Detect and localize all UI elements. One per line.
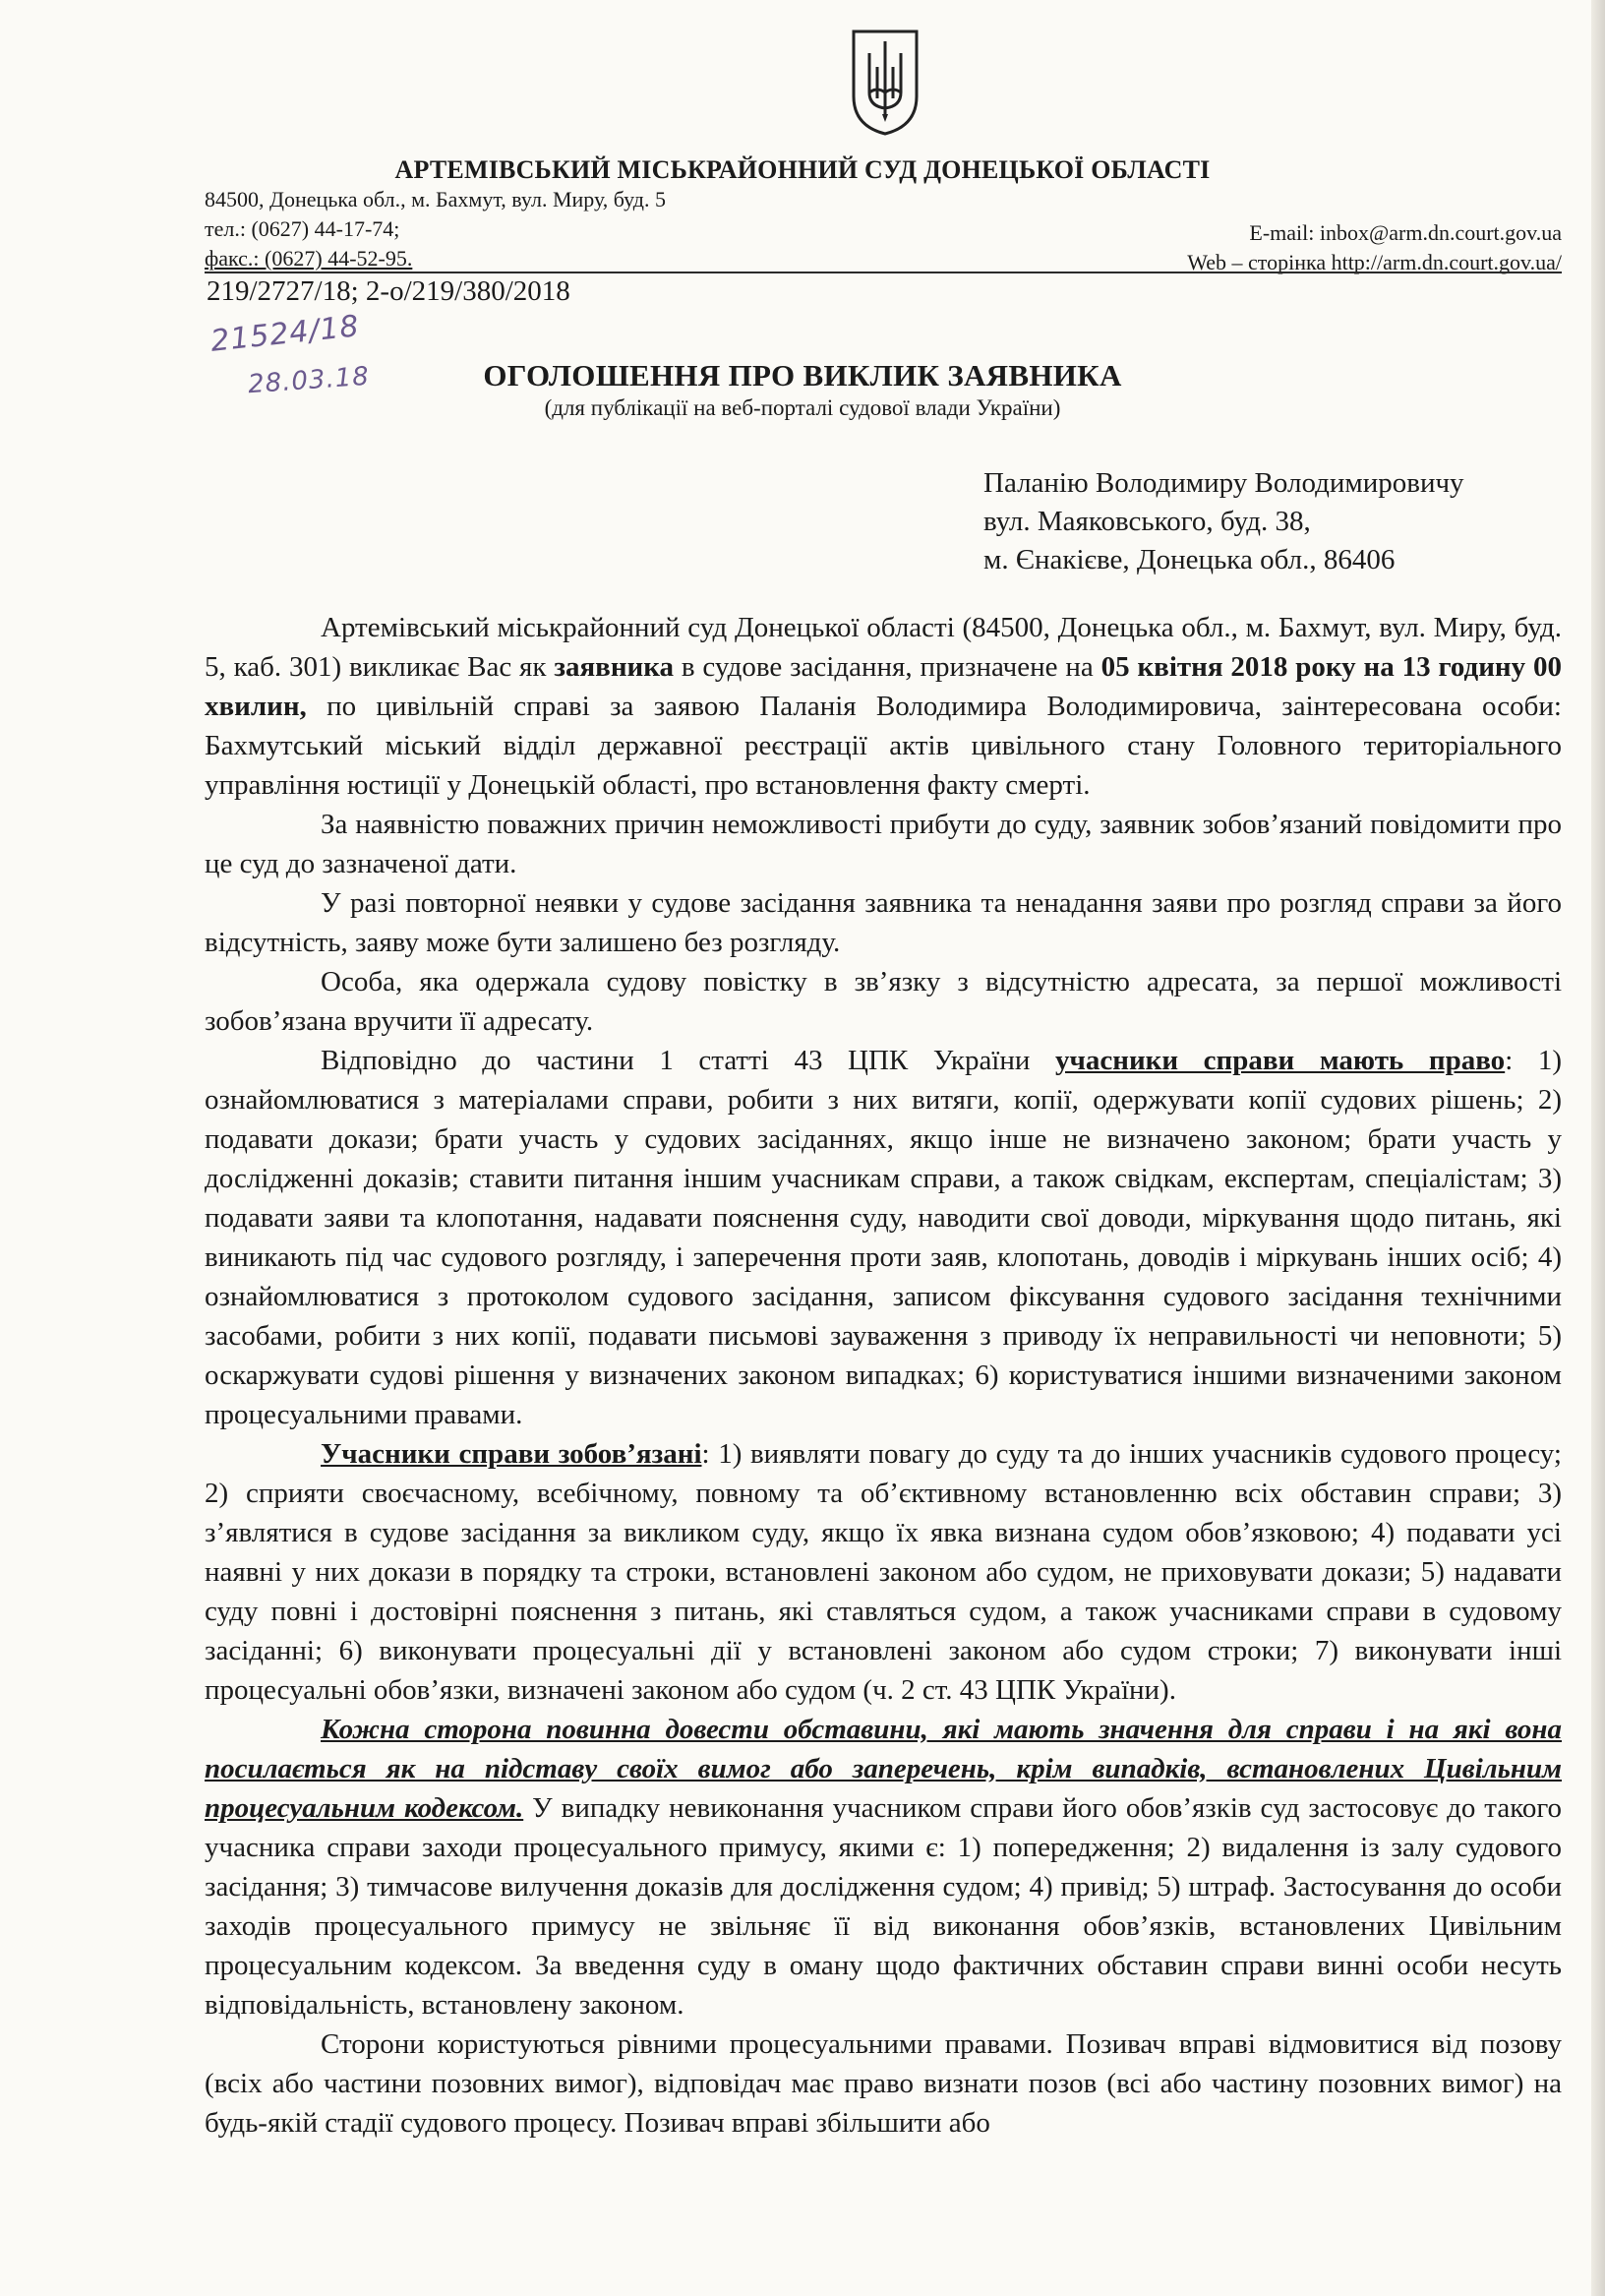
- paragraph-participant-rights: Відповідно до частини 1 статті 43 ЦПК України учасники справи мають право: 1) ознайомлюватися з матеріалами справи, робити з них витяги, копії, одержувати копії судових рішень; 2) подавати докази; брати участь у судових засіданнях, якщо інше не визначено законом; брати участь у дослідженні доказів; ставити питання іншим учасникам справи, а також свідкам, експертам, спеціалістам; 3) подавати заяви та клопотання, надавати пояснення суду, наводити свої доводи, міркування щодо питань, які виникають під час судового розгляду, і заперечення проти заяв, клопотань, доводів і міркувань інших осіб; 4) ознайомлюватися з протоколом судового засідання, записом фіксування судового засідання технічними засобами, робити з них копії, подавати письмові зауваження з приводу їх неправильності чи неповноти; 5) оскаржувати судові рішення у визначених законом випадках; 6) користуватися іншими визначеними законом процесуальними правами.: [205, 1045, 1563, 1430]
- paragraph-summons: Артемівський міськрайонний суд Донецької області (84500, Донецька обл., м. Бахмут, вул. Миру, буд. 5, каб. 301) викликає Вас як заявника в судове засідання, призначене на 05 квітня 2018 року на 13 годину 00 хвилин, по цивільній справі за заявою Паланія Володимира Володимировича, заінтересована особи: Бахмутський міський відділ державної реєстрації актів цивільного стану Головного територіального управління юстиції у Донецькій області, про встановлення факту смерті.: [205, 612, 1562, 801]
- page-edge-shadow: [1591, 0, 1605, 2296]
- recipient-block: [983, 464, 1464, 579]
- paragraph-equal-rights: Сторони користуються рівними процесуальними правами. Позивач вправі відмовитися від позову (всіх або частини позовних вимог), відповідач має право визнати позов (всі або частину позовних вимог) на будь-якій стадії судового процесу. Позивач вправі збільшити або: [205, 2028, 1562, 2139]
- handwritten-registration-number: 21524/18: [208, 309, 362, 359]
- court-online-contacts: [1187, 218, 1562, 277]
- document-subtitle: (для публікації на веб-порталі судової влади України): [544, 395, 1061, 420]
- recipient-street: вул. Маяковського, буд. 38,: [983, 506, 1311, 537]
- document-title: ОГОЛОШЕННЯ ПРО ВИКЛИК ЗАЯВНИКА: [483, 358, 1122, 393]
- paragraph-participant-duties: Учасники справи зобов’язані: 1) виявляти повагу до суду та до інших учасників судового процесу; 2) сприяти своєчасному, всебічному, повному та об’єктивному встановленню всіх обставин справи; 3) з’являтися в судове засідання за викликом суду, якщо їх явка визнана судом обов’язковою; 4) подавати усі наявні у них докази в порядку та строки, встановлені законом або судом, не приховувати докази; 5) надавати суду повні і достовірні пояснення з питань, які ставляться судом, а також учасниками справи в судовому засіданні; 6) виконувати процесуальні дії у встановлені законом або судом строки; 7) виконувати інші процесуальні обов’язки, визначені законом або судом (ч. 2 ст. 43 ЦПК України).: [205, 1438, 1562, 1706]
- court-name: АРТЕМІВСЬКИЙ МІСЬКРАЙОННИЙ СУД ДОНЕЦЬКОЇ ОБЛАСТІ: [394, 155, 1211, 184]
- paragraph-burden-of-proof: Кожна сторона повинна довести обставини, які мають значення для справи і на які вона посилається як на підставу своїх вимог або заперечень, крім випадків, встановлених Цивільним процесуальним кодексом. У випадку невиконання учасником справи його обов’язків суд застосовує до такого учасника справи заходи процесуального примусу, якими є: 1) попередження; 2) видалення із залу судового засідання; 3) тимчасове вилучення доказів для дослідження судом; 4) привід; 5) штраф. Застосування до особи заходів процесуального примусу не звільняє її від виконання обов’язків, встановлених Цивільним процесуальним кодексом. За введення суду в оману щодо фактичних обставин справи винні особи несуть відповідальність, встановлену законом.: [205, 1714, 1562, 2021]
- header-divider: [205, 272, 1562, 273]
- trident-coat-of-arms-icon: [850, 28, 921, 138]
- court-email: E-mail: inbox@arm.dn.court.gov.ua: [1249, 220, 1562, 245]
- paragraph-valid-reasons: За наявністю поважних причин неможливості прибути до суду, заявник зобов’язаний повідомити про це суд до зазначеної дати.: [205, 809, 1562, 879]
- court-phone: тел.: (0627) 44-17-74;: [205, 216, 400, 241]
- notice-body: [205, 608, 1562, 2143]
- court-address: 84500, Донецька обл., м. Бахмут, вул. Миру, буд. 5: [205, 187, 666, 211]
- handwritten-date: 28.03.18: [247, 361, 371, 400]
- recipient-name: Паланію Володимиру Володимировичу: [983, 467, 1464, 499]
- court-website: Web – сторінка http://arm.dn.court.gov.ua/: [1187, 250, 1562, 274]
- court-fax: факс.: (0627) 44-52-95.: [205, 246, 413, 271]
- paragraph-delivery-duty: Особа, яка одержала судову повістку в зв’язку з відсутністю адресата, за першої можливості зобов’язана вручити її адресату.: [205, 966, 1562, 1037]
- recipient-city: м. Єнакієве, Донецька обл., 86406: [983, 544, 1396, 575]
- court-contacts: [205, 185, 666, 273]
- case-numbers: 219/2727/18; 2-о/219/380/2018: [207, 275, 570, 307]
- paragraph-repeated-absence: У разі повторної неявки у судове засідання заявника та ненадання заяви про розгляд справи за його відсутність, заяву може бути залишено без розгляду.: [205, 887, 1562, 958]
